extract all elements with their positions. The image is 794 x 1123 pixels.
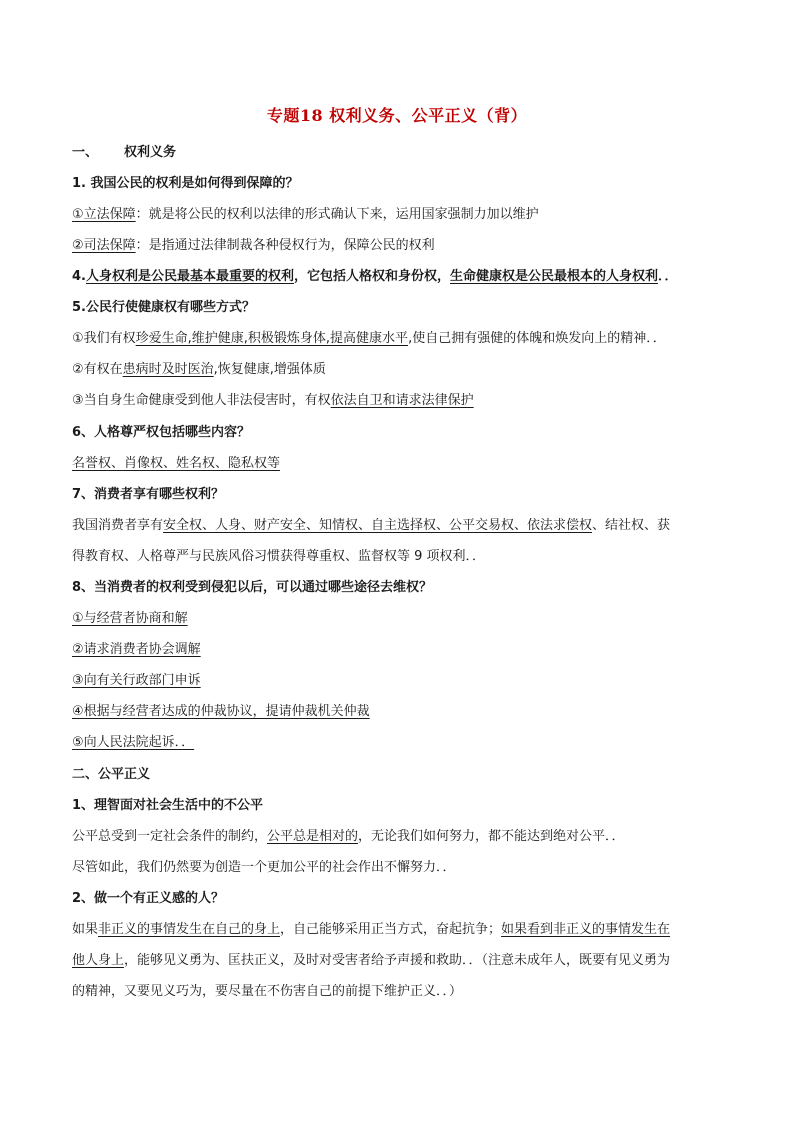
section-2-heading: 二、公平正义 bbox=[72, 767, 151, 782]
underlined-text: 非正义的事情发生在自己的身上 bbox=[98, 922, 281, 937]
answer-text: ：就是将公民的权利以法律的形式确认下来，运用国家强制力加以维护 bbox=[135, 207, 539, 222]
section-1-heading bbox=[72, 143, 176, 163]
answer-text: ①我们有权 bbox=[72, 331, 136, 346]
underlined-text: 公平总是相对的 bbox=[267, 829, 359, 844]
answer-text: ，能够见义勇为、匡扶正义，及时对受害者给予声援和救助．．（注意未成年人，既要有见义勇为 bbox=[124, 953, 671, 968]
question-1-answer-1 bbox=[72, 205, 539, 225]
answer-text: ，自己能够采用正当方式，奋起抗争； bbox=[280, 922, 502, 937]
fairness-answer-2-line-2 bbox=[72, 951, 670, 971]
answer-text: ②有权在 bbox=[72, 362, 123, 377]
legislative-protection: ①立法保障 bbox=[72, 207, 136, 222]
point-4 bbox=[72, 267, 678, 287]
question-8-item: ①与经营者协商和解 bbox=[72, 611, 188, 626]
fairness-answer-2-line-1 bbox=[72, 920, 670, 940]
question-8-item: ②请求消费者协会调解 bbox=[72, 642, 201, 657]
answer-text: ③当自身生命健康受到他人非法侵害时，有权 bbox=[72, 393, 331, 408]
point-text: ，它包括人格权和身份权， bbox=[294, 269, 451, 284]
fairness-answer-1-line-2: 尽管如此，我们仍然要为创造一个更加公平的社会作出不懈努力．． bbox=[72, 860, 456, 875]
fairness-answer-2-line-3: 的精神，又要见义巧为，要尽量在不伤害自己的前提下维护正义．．） bbox=[72, 984, 463, 999]
underlined-text: 他人身上 bbox=[72, 953, 125, 968]
point-number: 4. bbox=[72, 269, 86, 284]
fairness-question-1-title: 1、理智面对社会生活中的不公平 bbox=[72, 798, 264, 813]
answer-text: ：是指通过法律制裁各种侵权行为，保障公民的权利 bbox=[135, 238, 435, 253]
question-6-title: 6、人格尊严权包括哪些内容？ bbox=[72, 425, 251, 440]
answer-text: ，无论我们如何努力，都不能达到绝对公平．． bbox=[358, 829, 625, 844]
question-6-answer: 名誉权、肖像权、姓名权、隐私权等 bbox=[72, 456, 281, 471]
fairness-question-2-title: 2、做一个有正义感的人？ bbox=[72, 891, 225, 906]
question-8-item: ③向有关行政部门申诉 bbox=[72, 673, 201, 688]
answer-text: ,使自己拥有强健的体魄和焕发向上的精神．． bbox=[408, 331, 666, 346]
section-1-number: 一、 bbox=[72, 145, 99, 160]
judicial-protection: ②司法保障 bbox=[72, 238, 136, 253]
question-7-answer-line-1 bbox=[72, 516, 670, 536]
underlined-text: 患病时及时医治 bbox=[122, 362, 214, 377]
section-1-title: 权利义务 bbox=[124, 145, 177, 160]
underlined-text: 安全权、人身、财产安全、知情权、自主选择权、公平交易权、依法求偿权 bbox=[163, 518, 593, 533]
question-5-title: 5.公民行使健康权有哪些方式？ bbox=[72, 300, 255, 315]
underlined-text: 如果看到非正义的事情发生在 bbox=[501, 922, 671, 937]
answer-text: 如果 bbox=[72, 922, 99, 937]
answer-text: 、结社权、获 bbox=[592, 518, 671, 533]
question-1-answer-2 bbox=[72, 236, 435, 256]
question-8-item: ④根据与经营者达成的仲裁协议，提请仲裁机关仲裁 bbox=[72, 704, 370, 719]
question-8-title: 8、当消费者的权利受到侵犯以后，可以通过哪些途径去维权？ bbox=[72, 580, 433, 595]
question-1-title: 1. 我国公民的权利是如何得到保障的？ bbox=[72, 176, 299, 191]
answer-text: 公平总受到一定社会条件的制约， bbox=[72, 829, 268, 844]
answer-text: ,恢复健康,增强体质 bbox=[213, 362, 326, 377]
answer-text: 我国消费者享有 bbox=[72, 518, 164, 533]
question-5-answer-2 bbox=[72, 360, 326, 380]
question-8-item: ⑤向人民法院起诉．． bbox=[72, 735, 195, 750]
fairness-answer-1-line-1 bbox=[72, 827, 625, 847]
underlined-text: 依法自卫和请求法律保护 bbox=[330, 393, 474, 408]
question-7-answer-line-2: 得教育权、人格尊严与民族风俗习惯获得尊重权、监督权等 9 项权利．． bbox=[72, 549, 486, 564]
point-text: ．． bbox=[658, 269, 678, 284]
question-5-answer-3 bbox=[72, 391, 474, 411]
underlined-text: 珍爱生命,维护健康,积极锻炼身体,提高健康水平 bbox=[135, 331, 409, 346]
page-title: 专题18 权利义务、公平正义（背） bbox=[266, 106, 528, 125]
question-7-title: 7、消费者享有哪些权利？ bbox=[72, 487, 225, 502]
underlined-text: 生命健康权是公民最根本的人身权利 bbox=[450, 269, 659, 284]
question-5-answer-1 bbox=[72, 329, 666, 349]
underlined-text: 人身权利是公民最基本最重要的权利 bbox=[85, 269, 294, 284]
